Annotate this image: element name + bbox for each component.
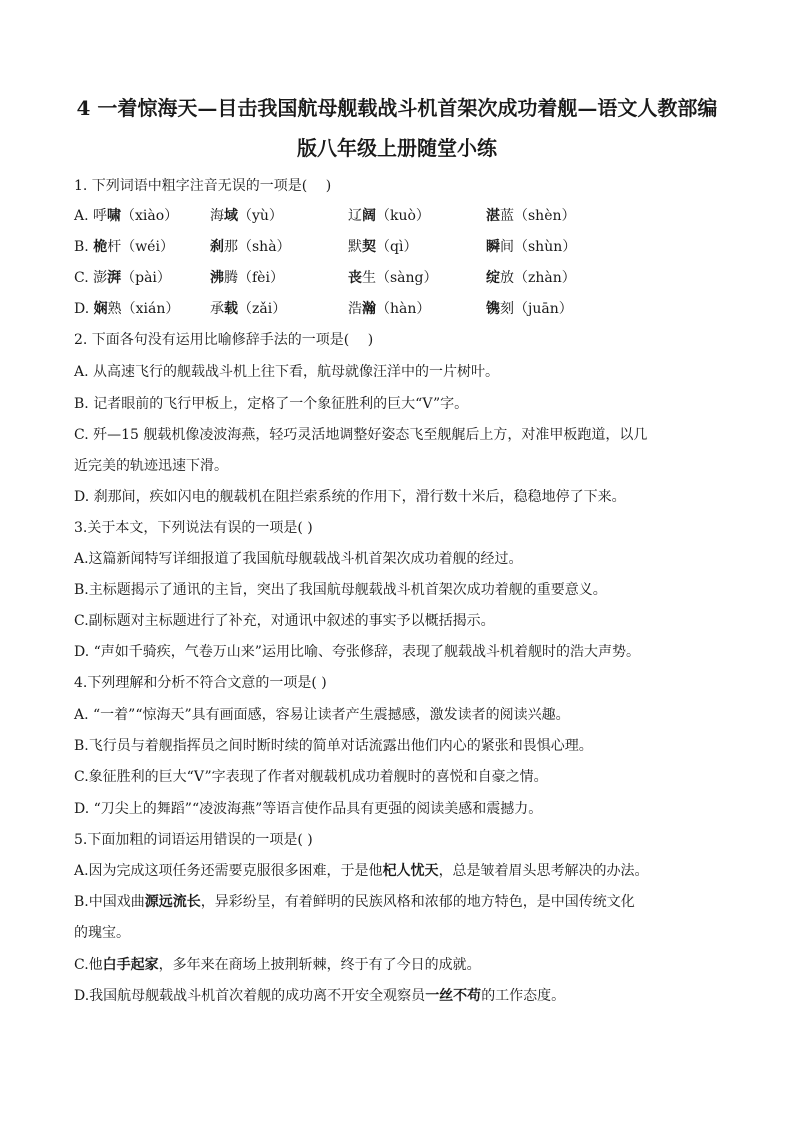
q1-d-3: 浩瀚（hàn） xyxy=(348,301,431,317)
q1-d-2: 承载（zǎi） xyxy=(210,301,287,317)
q5-option-b: B.中国戏曲源远流长，异彩纷呈，有着鲜明的民族风格和浓郁的地方特色，是中国传统文化 xyxy=(74,894,635,910)
q4-option-b: B.飞行员与着舰指挥员之间时断时续的简单对话流露出他们内心的紧张和畏惧心理。 xyxy=(74,738,593,754)
q1-row-a xyxy=(74,206,694,226)
q1-b-2: 刹那（shà） xyxy=(210,239,291,255)
q1-a-2: 海域（yù） xyxy=(210,208,283,224)
q2-option-c: C. 歼—15 舰载机像凌波海燕，轻巧灵活地调整好姿态飞至舰艉后上方，对准甲板跑道，以几 xyxy=(74,427,648,443)
q3-option-a: A.这篇新闻特写详细报道了我国航母舰载战斗机首架次成功着舰的经过。 xyxy=(74,551,523,567)
q2-stem: 2. 下面各句没有运用比喻修辞手法的一项是( ) xyxy=(74,332,374,348)
q2-option-a: A. 从高速飞行的舰载战斗机上往下看，航母就像汪洋中的一片树叶。 xyxy=(74,364,500,380)
q3-option-b: B.主标题揭示了通讯的主旨，突出了我国航母舰载战斗机首架次成功着舰的重要意义。 xyxy=(74,582,607,598)
q1-a-3: 辽阔（kuò） xyxy=(348,208,430,224)
q1-c-2: 沸腾（fèi） xyxy=(210,270,284,286)
q1-stem: 1. 下列词语中粗字注音无误的一项是( ) xyxy=(74,178,332,194)
q1-a-1: A. 呼啸（xiào） xyxy=(74,208,179,224)
title-line-2: 版八年级上册随堂小练 xyxy=(297,136,497,160)
q1-row-b xyxy=(74,237,694,257)
q5-stem: 5.下面加粗的词语运用错误的一项是( ) xyxy=(74,832,313,848)
q1-b-3: 默契（qì） xyxy=(348,239,418,255)
q5-option-c: C.他白手起家，多年来在商场上披荆斩棘，终于有了今日的成就。 xyxy=(74,957,481,973)
title-line-1: 4 一着惊海天—目击我国航母舰载战斗机首架次成功着舰—语文人教部编 xyxy=(76,96,718,120)
q3-stem: 3.关于本文，下列说法有误的一项是( ) xyxy=(74,520,313,536)
q5-option-a: A.因为完成这项任务还需要克服很多困难，于是他杞人忧天，总是皱着眉头思考解决的办法。 xyxy=(74,863,649,879)
q4-option-d: D. “刀尖上的舞蹈”“凌波海燕”等语言使作品具有更强的阅读美感和震撼力。 xyxy=(74,801,543,817)
q1-c-3: 丧生（sàng） xyxy=(348,270,438,286)
q5-option-b-cont: 的瑰宝。 xyxy=(74,925,130,941)
q4-option-a: A. “一着”“惊海天”具有画面感，容易让读者产生震撼感，激发读者的阅读兴趣。 xyxy=(74,707,570,723)
q2-option-b: B. 记者眼前的飞行甲板上，定格了一个象征胜利的巨大“V”字。 xyxy=(74,396,469,412)
q4-option-c: C.象征胜利的巨大“V”字表现了作者对舰载机成功着舰时的喜悦和自豪之情。 xyxy=(74,769,548,785)
q1-c-1: C. 澎湃（pài） xyxy=(74,270,171,286)
q3-option-d: D. “声如千骑疾，气卷万山来”运用比喻、夸张修辞，表现了舰载战斗机着舰时的浩大声势。 xyxy=(74,644,640,660)
q2-option-c-cont: 近完美的轨迹迅速下滑。 xyxy=(74,458,228,474)
q4-stem: 4.下列理解和分析不符合文意的一项是( ) xyxy=(74,675,327,691)
q1-d-4: 镌刻（juān） xyxy=(486,301,573,317)
q5-option-d: D.我国航母舰载战斗机首次着舰的成功离不开安全观察员一丝不苟的工作态度。 xyxy=(74,988,566,1004)
q2-option-d: D. 刹那间，疾如闪电的舰载机在阻拦索系统的作用下，滑行数十米后，稳稳地停了下来。 xyxy=(74,489,626,505)
q1-c-4: 绽放（zhàn） xyxy=(486,270,576,286)
q1-b-4: 瞬间（shùn） xyxy=(486,239,577,255)
q1-b-1: B. 桅杆（wéi） xyxy=(74,239,174,255)
q1-a-4: 湛蓝（shèn） xyxy=(486,208,576,224)
q1-row-d xyxy=(74,299,694,319)
q3-option-c: C.副标题对主标题进行了补充，对通讯中叙述的事实予以概括揭示。 xyxy=(74,613,495,629)
q1-row-c xyxy=(74,268,694,288)
q1-d-1: D. 娴熟（xián） xyxy=(74,301,180,317)
